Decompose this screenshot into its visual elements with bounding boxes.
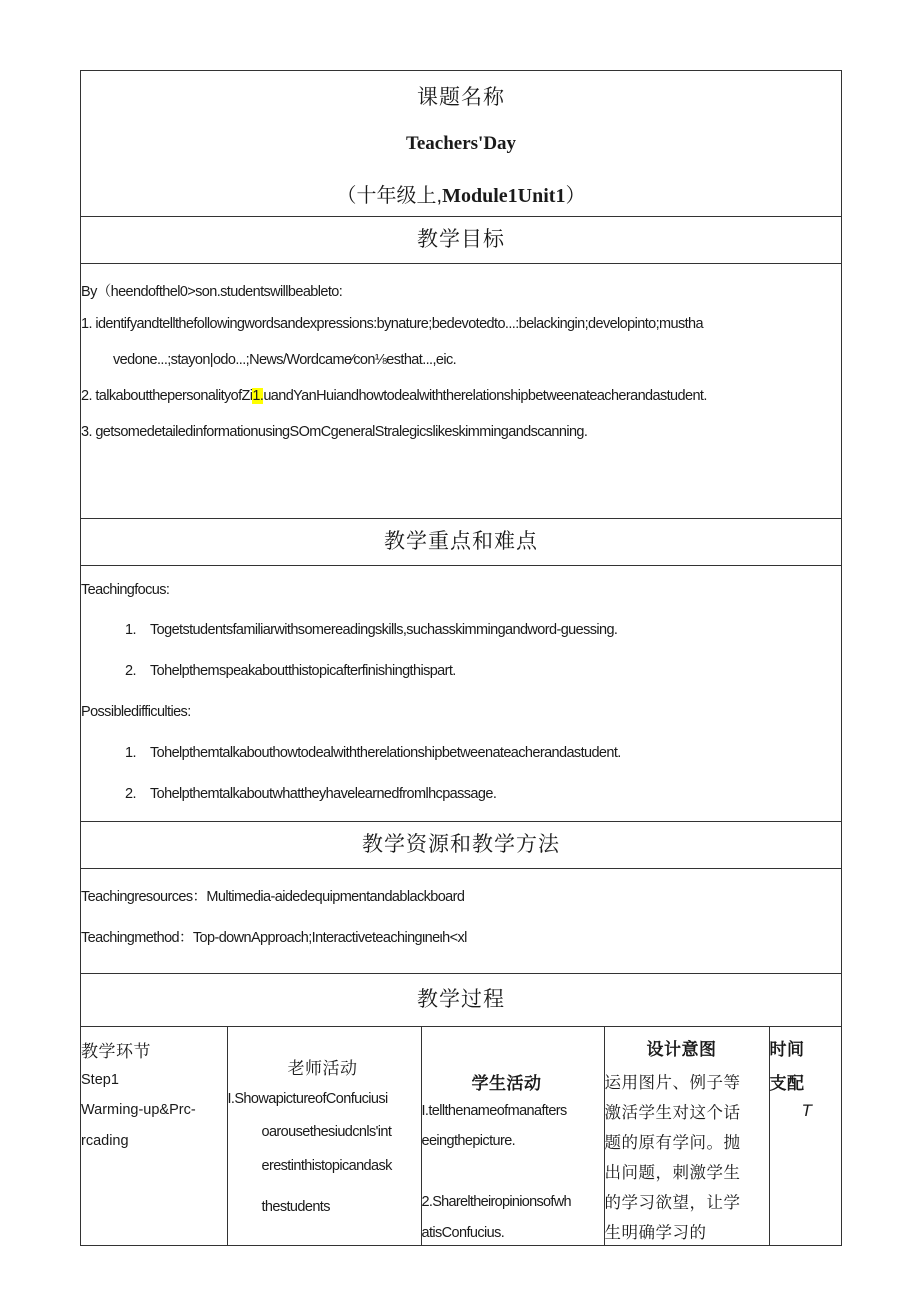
grade-info: （十年级上,Module1Unit1）	[336, 185, 586, 207]
focus-item-1-num: 1.	[125, 622, 136, 638]
lesson-plan-table	[80, 70, 842, 1246]
design-intent-line-4: 出问题，刺激学生	[604, 1163, 741, 1182]
process-col-design	[604, 1027, 769, 1246]
time-label-line-2: 支配	[769, 1074, 805, 1094]
objective-1-line-1: 1. identifyandtellthefollowingwordsandexpressions:bynature;bedevotedto...:belackingin;developinto;mustha	[81, 316, 703, 332]
process-col-student	[421, 1027, 604, 1246]
resources-content	[81, 869, 842, 974]
focus-label: Teachingfocus:	[81, 582, 170, 598]
lesson-title: Teachers'Day	[405, 133, 517, 154]
title-block	[81, 71, 842, 217]
teacher-activity-line-1: I.ShowapictureofConfuciusi	[227, 1091, 388, 1107]
process-col-stage	[81, 1027, 227, 1246]
time-mark: T	[801, 1101, 812, 1120]
step-label: Step1	[81, 1072, 119, 1088]
highlighted-text: 1.	[252, 388, 264, 404]
design-intent-line-5: 的学习欲望，让学	[604, 1193, 741, 1212]
difficulty-item-1-num: 1.	[125, 745, 136, 761]
objective-1-line-2: vedone...;stayon|odo...;News/Wordcame⁄con⅛esthat...,eic.	[113, 352, 457, 368]
phase-line-1: Warming-up&Prc-	[81, 1102, 196, 1118]
teacher-activity-line-2: oarousethesiudcnls'int	[261, 1124, 392, 1140]
objectives-heading: 教学目标	[81, 217, 842, 264]
resources-heading: 教学资源和教学方法	[81, 822, 842, 869]
focus-content	[81, 566, 842, 822]
objective-2: 2. talkaboutthepersonalityofZi1.uandYanHuiandhowtodealwiththerelationshipbetweenateacherandastudent.	[81, 388, 707, 404]
objectives-content	[81, 264, 842, 519]
time-label-line-1: 时间	[769, 1040, 805, 1060]
process-col-teacher	[227, 1027, 421, 1246]
student-activity-line-2: eeingthepicture.	[421, 1133, 516, 1149]
process-table	[81, 1027, 842, 1246]
difficulty-item-1: Tohelpthemtalkabouthowtodealwiththerelationshipbetweenateacherandastudent.	[150, 745, 621, 761]
focus-item-2: Tohelpthemspeakaboutthistopicafterfinishingthispart.	[150, 663, 456, 679]
phase-line-2: rcading	[81, 1133, 129, 1149]
focus-heading: 教学重点和难点	[81, 519, 842, 566]
student-activity-line-1: I.tellthenameofmanafters	[421, 1103, 567, 1119]
student-activity-line-3: 2.Shareltheiropinionsofwh	[421, 1194, 571, 1210]
teaching-method: Teachingmethod：Top-downApproach;Interactiveteachingιneιh<xl	[81, 930, 467, 946]
focus-item-2-num: 2.	[125, 663, 136, 679]
design-intent-line-6: 生明确学习的	[604, 1223, 707, 1242]
stage-label: 教学环节	[81, 1042, 151, 1062]
student-activity-line-4: atisConfucius.	[421, 1225, 505, 1241]
difficulty-item-2-num: 2.	[125, 786, 136, 802]
difficulty-label: Possibledifficulties:	[81, 704, 191, 720]
focus-item-1: Togetstudentsfamiliarwithsomereadingskills,suchasskimmingandword-guessing.	[150, 622, 618, 638]
design-intent-line-1: 运用图片、例子等	[604, 1073, 741, 1092]
process-col-time	[769, 1027, 842, 1246]
course-title-label: 课题名称	[417, 86, 505, 109]
teaching-resources: Teachingresources：Multimedia-aidedequipmentandablackboard	[81, 889, 465, 905]
design-intent-line-3: 题的原有学问。抛	[604, 1133, 741, 1152]
process-cell	[81, 1027, 842, 1247]
process-heading: 教学过程	[81, 974, 842, 1027]
student-activity-label: 学生活动	[471, 1074, 542, 1094]
objective-3: 3. getsomedetailedinformationusingSOmCgeneralStralegicslikeskimmingandscanning.	[81, 424, 588, 440]
teacher-activity-label: 老师活动	[287, 1059, 358, 1079]
objectives-intro: By（heendofthel0>son.studentswillbeableto:	[81, 284, 343, 300]
teacher-activity-line-3: erestinthistopicandask	[261, 1158, 392, 1174]
teacher-activity-line-4: thestudents	[261, 1199, 330, 1215]
design-intent-line-2: 激活学生对这个话	[604, 1103, 741, 1122]
lesson-plan-page	[80, 70, 841, 1246]
design-intent-label: 设计意图	[646, 1040, 717, 1060]
difficulty-item-2: Tohelpthemtalkaboutwhattheyhavelearnedfromlhcpassage.	[150, 786, 497, 802]
